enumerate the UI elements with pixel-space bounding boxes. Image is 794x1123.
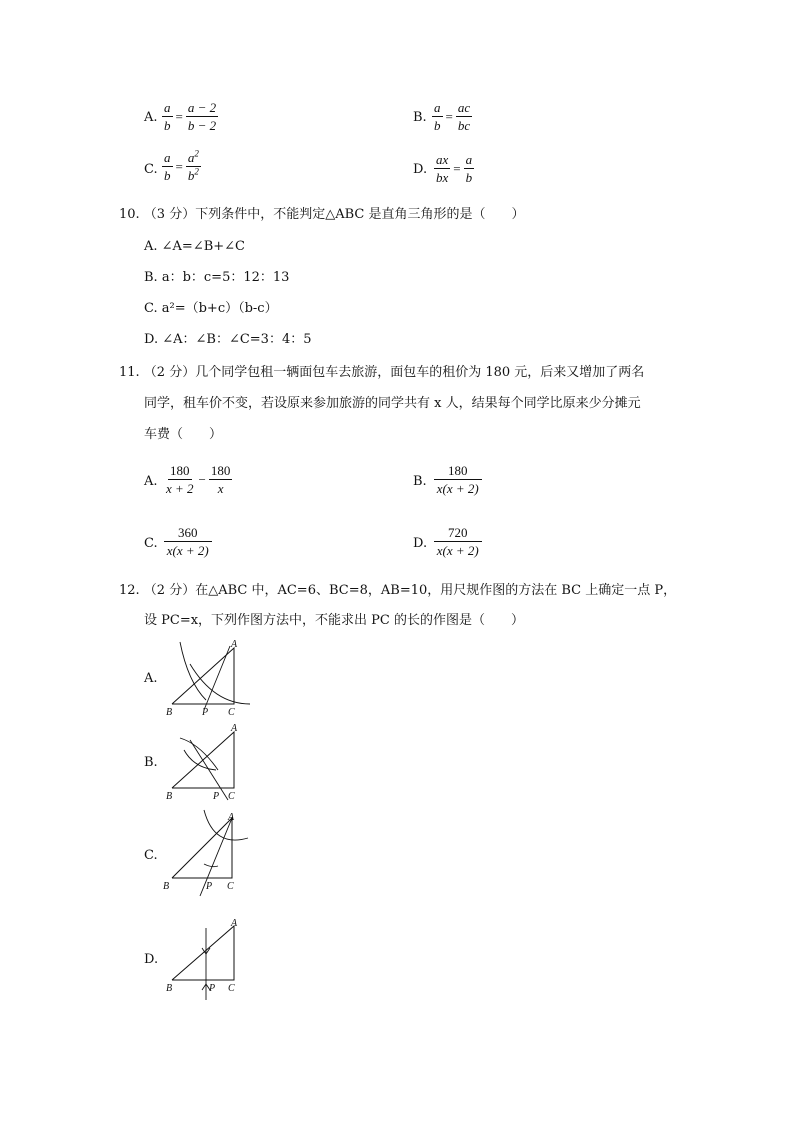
construction-line — [190, 740, 228, 800]
q11-option-c-formula — [164, 525, 212, 558]
q12-option-a-figure — [160, 638, 260, 720]
construction-arc — [204, 810, 248, 840]
frac-numerator: a — [434, 100, 441, 115]
frac-numerator: ac — [457, 100, 471, 115]
point-b-label: B — [166, 791, 173, 802]
construction-arc — [180, 642, 206, 700]
q12-stem-line-1: 12. （2 分）在△ABC 中，AC=6、BC=8，AB=10，用尺规作图的方法在 BC 上确定一点 P， — [119, 583, 677, 598]
q9-option-a-label: A. — [144, 110, 158, 125]
q10-stem: 10. （3 分）下列条件中，不能判定△ABC 是直角三角形的是（ ） — [119, 207, 525, 222]
point-p-label: P — [206, 881, 213, 892]
q11-option-d-formula — [434, 525, 482, 558]
q11-option-a-label: A. — [144, 474, 158, 489]
equals-sign: = — [175, 108, 183, 124]
q12-option-b-figure — [160, 722, 260, 804]
frac-denominator: x — [217, 481, 224, 496]
q9-option-c-label: C. — [144, 162, 158, 177]
frac-numerator: $a^2$ — [187, 148, 199, 165]
frac-numerator: a − 2 — [187, 100, 217, 115]
frac-numerator: 180 — [434, 463, 482, 480]
point-p-label: P — [213, 791, 220, 802]
equals-sign: = — [175, 158, 183, 174]
q9-option-c-formula — [162, 150, 201, 183]
point-p-label: P — [209, 983, 216, 994]
q12-option-d-figure — [160, 914, 260, 1002]
frac-numerator: a — [164, 100, 171, 115]
triangle-abc — [172, 648, 234, 704]
frac-denominator: b — [465, 170, 473, 185]
q12-option-c-label: C. — [144, 848, 158, 863]
frac-numerator: 360 — [164, 525, 212, 542]
point-c-label: C — [228, 707, 235, 718]
frac-numerator: a — [164, 150, 171, 165]
q12-option-d-label: D. — [144, 952, 159, 967]
q11-option-c-label: C. — [144, 536, 158, 551]
frac-numerator: ax — [436, 152, 449, 167]
q12-option-b-label: B. — [144, 755, 158, 770]
triangle-abc — [172, 926, 234, 980]
q10-option-a: A. ∠A=∠B+∠C — [144, 239, 246, 254]
q11-stem-line-1: 11. （2 分）几个同学包租一辆面包车去旅游，面包车的租价为 180 元，后来又增加了两名 — [119, 365, 645, 380]
frac-denominator: x(x + 2) — [436, 543, 479, 558]
point-b-label: B — [166, 983, 173, 994]
frac-denominator: b — [434, 118, 441, 133]
point-a-label: A — [231, 639, 238, 650]
point-a-label: A — [231, 723, 238, 734]
q9-option-d-label: D. — [413, 162, 428, 177]
q12-stem-line-2: 设 PC=x，下列作图方法中，不能求出 PC 的长的作图是（ ） — [144, 613, 525, 628]
q11-option-a-formula — [164, 463, 232, 496]
q10-option-d: D. ∠A：∠B：∠C=3：4：5 — [144, 332, 312, 347]
exponent: 2 — [194, 166, 199, 177]
frac-denominator: x + 2 — [166, 481, 194, 496]
q9-option-d-formula — [434, 152, 474, 185]
q10-option-c: C. a²=（b+c）（b-c） — [144, 301, 278, 316]
frac-numerator: 180 — [170, 463, 190, 478]
q12-option-c-figure — [160, 808, 260, 900]
q9-option-b-label: B. — [413, 110, 427, 125]
point-a-label: A — [231, 918, 238, 929]
point-b-label: B — [166, 707, 173, 718]
frac-denominator: bx — [436, 170, 449, 185]
frac-denominator: bc — [457, 118, 471, 133]
point-p-label: P — [202, 707, 209, 718]
q9-option-a-formula — [162, 100, 218, 133]
point-a-label: A — [228, 812, 235, 823]
frac-denominator: $b^2$ — [187, 166, 199, 183]
frac-denominator: b − 2 — [187, 118, 217, 133]
equals-sign: = — [453, 160, 461, 176]
frac-numerator: 720 — [434, 525, 482, 542]
triangle-abc — [172, 818, 232, 878]
frac-numerator: a — [465, 152, 473, 167]
equals-sign: = — [445, 108, 453, 124]
minus-sign: − — [198, 471, 206, 487]
point-c-label: C — [228, 791, 235, 802]
frac-denominator: x(x + 2) — [436, 481, 479, 496]
q12-option-a-label: A. — [144, 671, 158, 686]
frac-denominator: b — [164, 118, 171, 133]
frac-denominator: b — [164, 168, 171, 183]
frac-denominator: x(x + 2) — [166, 543, 209, 558]
q11-stem-line-3: 车费（ ） — [144, 427, 223, 442]
point-c-label: C — [227, 881, 234, 892]
q11-option-d-label: D. — [413, 536, 428, 551]
point-b-label: B — [163, 881, 170, 892]
frac-numerator: 180 — [210, 463, 231, 478]
q11-option-b-label: B. — [413, 474, 427, 489]
point-c-label: C — [228, 983, 235, 994]
q10-option-b: B. a：b：c=5：12：13 — [144, 270, 290, 285]
construction-arc — [204, 864, 218, 867]
q11-stem-line-2: 同学，租车价不变，若设原来参加旅游的同学共有 x 人，结果每个同学比原来少分摊元 — [144, 396, 641, 411]
q11-option-b-formula — [434, 463, 482, 496]
construction-line — [204, 646, 230, 710]
q9-option-b-formula — [432, 100, 472, 133]
exponent: 2 — [194, 148, 199, 159]
